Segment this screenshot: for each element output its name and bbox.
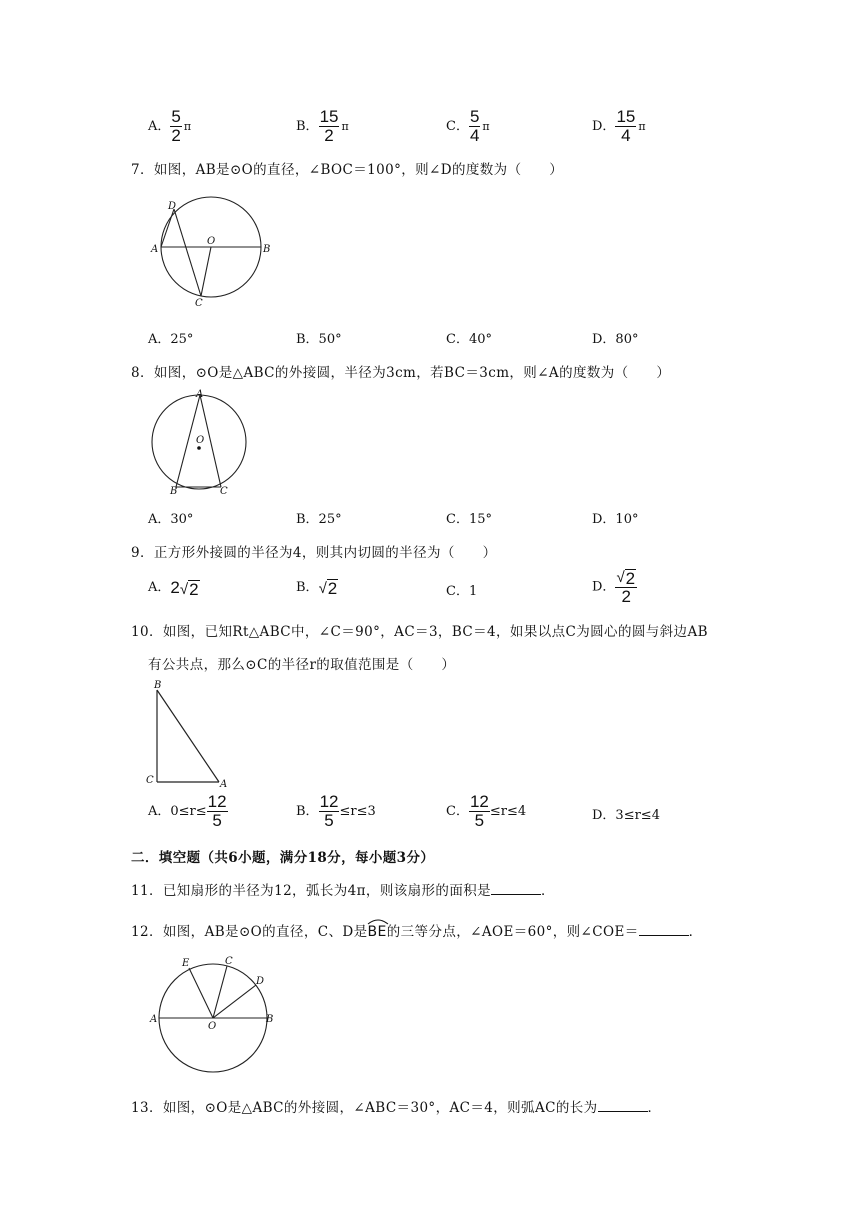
label-c: C [220,486,228,497]
label-a: A [151,244,159,255]
q8-option-d: D．10° [592,512,639,527]
radical: 2 √ 2 [170,577,199,599]
label-e: E [182,958,190,969]
fraction: $\frac{12}{5}$ [319,792,339,830]
label-o: O [208,1021,217,1032]
label-c: C [146,775,154,786]
fraction: $\frac{12}{5}$ [207,792,227,830]
question-13: 13．如图，⊙O是△ABC的外接圆，∠ABC＝30°，AC＝4，则弧AC的长为 ． [131,1100,662,1116]
section-heading: 二．填空题（共6小题，满分18分，每小题3分） [131,850,435,866]
q8-option-c: C．15° [446,512,492,527]
q6-option-a: A． $\frac{5}{2}$ π [148,107,192,145]
q7-option-c: C．40° [446,332,492,347]
answer-blank [491,882,541,895]
answer-blank [639,923,689,936]
label-a: A [196,389,204,400]
question-9-text: 9．正方形外接圆的半径为4，则其内切圆的半径为（ ） [131,545,497,561]
q10-option-b: B． $\frac{12}{5}$ ≤r≤3 [296,792,376,830]
q6-option-b: B． $\frac{15}{2}$ π [296,107,349,145]
label-b: B [170,486,178,497]
q9-option-a: A． 2 √ 2 [148,577,199,599]
arc-be: BE [367,924,386,940]
question-7-figure [145,195,275,310]
q9-option-b: B． √ 2 [296,578,338,598]
q6-option-d: D． $\frac{15}{4}$ π [592,107,646,145]
fraction: $\frac{15}{2}$ [319,107,339,145]
fraction: √ 2 2 [616,568,636,606]
fraction: $\frac{12}{5}$ [469,792,489,830]
label-o: O [196,435,205,446]
question-10-text-line1: 10．如图，已知Rt△ABC中，∠C＝90°，AC＝3，BC＝4，如果以点C为圆心的圆与斜边AB [131,624,708,640]
label-b: B [154,680,162,691]
label-a: A [220,779,228,790]
q9-option-c: C．1 [446,584,478,599]
radical: √ 2 [318,578,338,598]
label-b: B [266,1014,274,1025]
question-11: 11．已知扇形的半径为12，弧长为4π，则该扇形的面积是 ． [131,883,555,899]
label-a: A [150,1014,158,1025]
label-c: C [195,298,203,309]
q6-option-c: C． $\frac{5}{4}$ π [446,107,490,145]
q7-option-d: D．80° [592,332,639,347]
fraction: $\frac{15}{4}$ [616,107,636,145]
q10-option-c: C． $\frac{12}{5}$ ≤r≤4 [446,792,527,830]
q10-option-a: A．0≤r≤ $\frac{12}{5}$ [148,792,227,830]
answer-blank [598,1099,648,1112]
label-c: C [225,956,233,967]
q7-option-a: A．25° [148,332,194,347]
label-o: O [207,236,216,247]
q7-option-b: B．50° [296,332,342,347]
q10-option-d: D．3≤r≤4 [592,808,660,823]
label-b: B [263,244,271,255]
fraction: $\frac{5}{4}$ [469,107,480,145]
question-12-figure [145,952,285,1077]
q8-option-b: B．25° [296,512,342,527]
fraction: $\frac{5}{2}$ [171,107,181,145]
question-8-text: 8．如图，⊙O是△ABC的外接圆，半径为3cm，若BC＝3cm，则∠A的度数为（ ） [131,365,671,381]
question-10-figure [140,675,240,790]
question-10-text-line2: 有公共点，那么⊙C的半径r的取值范围是（ ） [148,657,456,673]
question-12: 12．如图，AB是⊙O的直径，C、D是 BE的三等分点，∠AOE＝60°，则∠COE＝ ． [131,920,703,940]
label-d: D [256,976,265,987]
label-d: D [168,201,177,212]
question-8-figure [145,385,255,500]
q8-option-a: A．30° [148,512,194,527]
question-7-text: 7．如图，AB是⊙O的直径，∠BOC＝100°，则∠D的度数为（ ） [131,162,564,178]
q9-option-d: D． √ 2 2 [592,568,636,606]
